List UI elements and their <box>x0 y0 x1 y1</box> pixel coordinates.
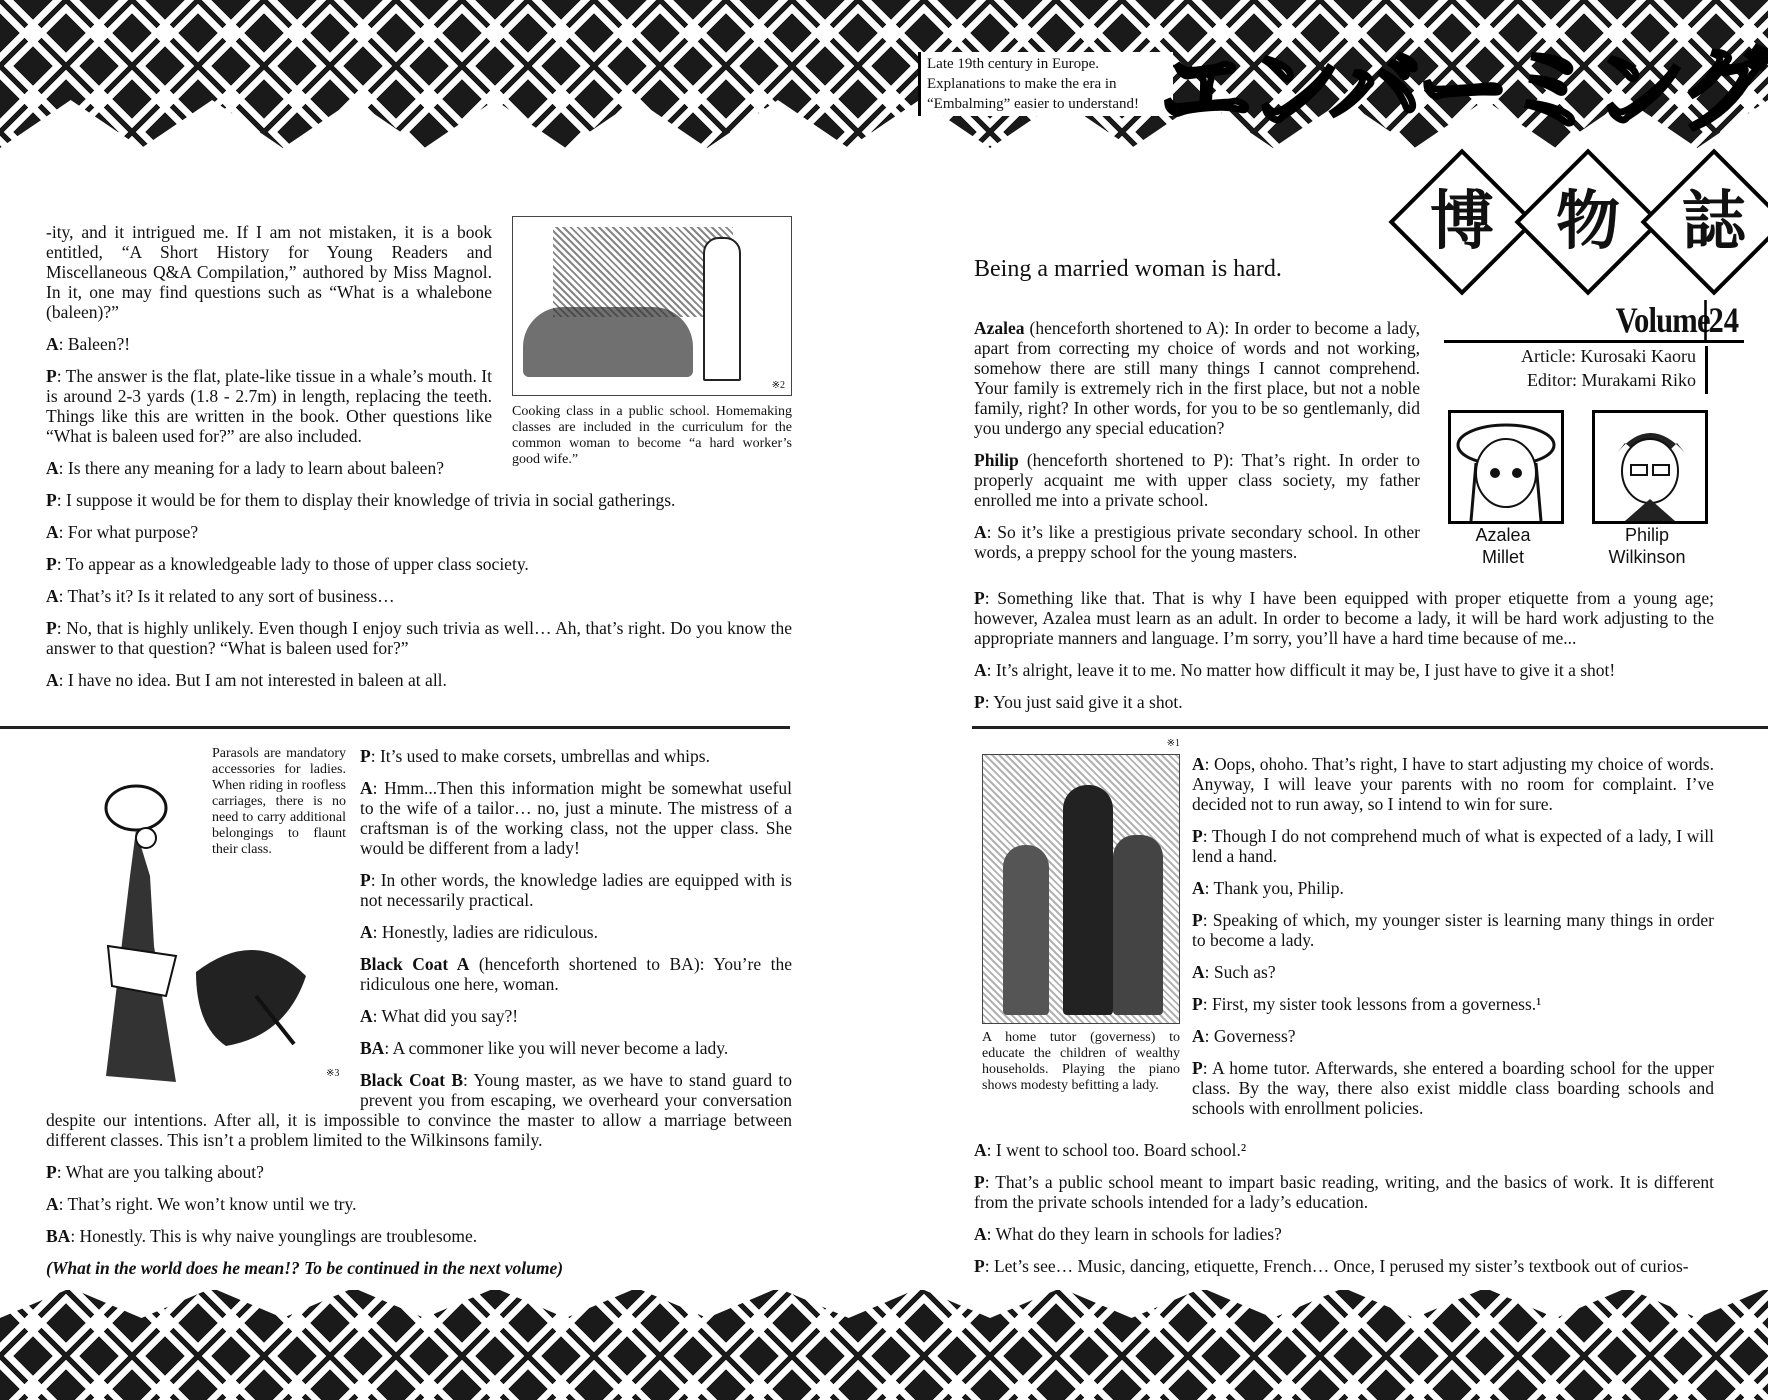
figure-mark: ※2 <box>771 380 785 391</box>
dialogue-line: A: Hmm...Then this information might be somewhat useful to the wife of a tailor… no, just a minute. The mistress of a craftsman is of the working class, not the upper class. She would be different from a lady! <box>360 778 792 858</box>
dialogue-line: P: Speaking of which, my younger sister is learning many things in order to become a lady. <box>1192 910 1714 950</box>
kanji-title <box>1392 152 1768 272</box>
kanji-tile: 博 <box>1388 148 1535 295</box>
dialogue-line: A: Honestly, ladies are ridiculous. <box>360 922 598 942</box>
left-section-divider <box>0 726 790 729</box>
editor-credit: Editor: Murakami Riko <box>1527 370 1696 390</box>
right-lower-narrow-column <box>1192 754 1714 1130</box>
kanji-tile: 誌 <box>1640 148 1768 295</box>
volume-number: 24 <box>1704 300 1741 340</box>
dialogue-line: A: That’s right. We won’t know until we try. <box>46 1194 357 1214</box>
era-note-line: Late 19th century in Europe. <box>927 56 1100 72</box>
dialogue-line: P: Something like that. That is why I have been equipped with proper etiquette from a young age; however, Azalea must learn as an adult. In order to become a lady, it will be hard work adjusting to the appropriate manners and language. I’m sorry, you’ll have a hard time because of me... <box>974 588 1714 648</box>
dialogue-line: BA: Honestly. This is why naive younglings are troublesome. <box>46 1226 478 1246</box>
dialogue-line: P: What are you talking about? <box>46 1162 264 1182</box>
parasol-lady-illustration <box>46 746 346 1098</box>
dialogue-line: A: What did you say?! <box>360 1006 519 1026</box>
left-lower-section <box>46 746 792 1290</box>
dialogue-line: A: Such as? <box>1192 962 1276 982</box>
closing-note: (What in the world does he mean!? To be continued in the next volume) <box>46 1258 564 1278</box>
figure-parasol <box>46 746 346 1098</box>
figure-caption: Cooking class in a public school. Homemaking classes are included in the curriculum for the common woman to become “a hard worker’s good wife.” <box>512 404 792 467</box>
dialogue-line: A: For what purpose? <box>46 522 199 542</box>
credit-rule <box>1705 346 1708 394</box>
dialogue-line: P: To appear as a knowledgeable lady to those of upper class society. <box>46 554 529 574</box>
dialogue-line: P: First, my sister took lessons from a governess.¹ <box>1192 994 1542 1014</box>
left-page <box>46 222 792 702</box>
governess-illustration <box>982 754 1180 1024</box>
right-section-divider <box>972 726 1768 729</box>
right-lower-wide-column <box>974 1140 1714 1288</box>
dialogue-line: A: Thank you, Philip. <box>1192 878 1344 898</box>
era-note <box>918 52 1173 116</box>
figure-cooking-class <box>512 216 792 468</box>
figure-caption: Parasols are mandatory accessories for ladies. When riding in roofless carriages, there is no need to carry additional belongings to flaunt their class. <box>212 746 346 857</box>
dialogue-line: A: I went to school too. Board school.² <box>974 1140 1247 1160</box>
figure-mark: ※1 <box>1166 738 1180 749</box>
dialogue-line: Black Coat A (henceforth shortened to BA): You’re the ridiculous one here, woman. <box>360 954 792 994</box>
dialogue-line: P: I suppose it would be for them to display their knowledge of trivia in social gatherings. <box>46 490 676 510</box>
dialogue-line: P: You just said give it a shot. <box>974 692 1183 712</box>
dialogue-line: P: A home tutor. Afterwards, she entered a boarding school for the upper class. By the way, there also exist middle class boarding schools and schools with enrollment policies. <box>1192 1058 1714 1118</box>
dialogue-line: P: Let’s see… Music, dancing, etiquette, French… Once, I perused my sister’s textbook out of curios- <box>974 1256 1689 1276</box>
era-note-line: Explanations to make the era in <box>927 76 1117 92</box>
volume-label: Volume <box>1615 300 1710 340</box>
dialogue-line: P: No, that is highly unlikely. Even though I enjoy such trivia as well… Ah, that’s right. Do you know the answer to that question? “What is baleen used for?” <box>46 618 792 658</box>
dialogue-line: A: It’s alright, leave it to me. No matter how difficult it may be, I just have to give it a shot! <box>974 660 1616 680</box>
figure-caption: A home tutor (governess) to educate the children of wealthy households. Playing the piano shows modesty befitting a lady. <box>982 1030 1180 1093</box>
right-top-narrow-column <box>974 318 1420 574</box>
dialogue-line: A: That’s it? Is it related to any sort of business… <box>46 586 395 606</box>
dialogue-line: Black Coat B: Young master, as we have to stand guard to prevent you from escaping, we overheard your conversation despite our intentions. After all, it is impossible to convince the master to allow a marriage between different classes. This isn’t a problem limited to the Wilkinsons family. <box>46 1070 792 1150</box>
era-note-line: “Embalming” easier to understand! <box>927 96 1140 112</box>
dialogue-line: A: I have no idea. But I am not interested in baleen at all. <box>46 670 447 690</box>
dialogue-line: Azalea (henceforth shortened to A): In order to become a lady, apart from correcting my choice of words and not working, somehow there are still many things I cannot comprehend. Your family is extremely rich in the first place, but not a noble family, right? In other words, for you to be so gentlemanly, did you undergo any special education? <box>974 318 1420 438</box>
kanji-tile: 物 <box>1514 148 1661 295</box>
series-title-jp: エンバーミング <box>1160 37 1768 144</box>
dialogue-line: A: Baleen?! <box>46 334 131 354</box>
intro-paragraph: -ity, and it intrigued me. If I am not mistaken, it is a book entitled, “A Short History for Young Readers and Miscellaneous Q&A Compilation,” authored by Miss Magnol. In it, one may find questions such as “What is a whalebone (baleen)?” <box>46 222 492 322</box>
dialogue-line: BA: A commoner like you will never become a lady. <box>360 1038 729 1058</box>
section-heading: Being a married woman is hard. <box>974 256 1282 282</box>
figure-mark: ※3 <box>326 1068 340 1079</box>
dialogue-line: A: Governess? <box>1192 1026 1296 1046</box>
article-credit: Article: Kurosaki Kaoru <box>1521 346 1696 366</box>
philip-portrait <box>1592 410 1708 524</box>
cooking-class-illustration <box>512 216 792 396</box>
volume-block <box>1444 300 1744 398</box>
dialogue-line: P: It’s used to make corsets, umbrellas and whips. <box>360 746 710 766</box>
azalea-portrait <box>1448 410 1564 524</box>
dialogue-line: P: In other words, the knowledge ladies are equipped with is not necessarily practical. <box>360 870 792 910</box>
dialogue-line: P: That’s a public school meant to impart basic reading, writing, and the basics of work. It is different from the private schools intended for a lady’s education. <box>974 1172 1714 1212</box>
dialogue-line: P: The answer is the flat, plate-like tissue in a whale’s mouth. It is around 2-3 yards (1.8 - 2.7m) in length, replacing the teeth. Things like this are written in the book. Other questions like “What is baleen used for?” are also included. <box>46 366 492 446</box>
dialogue-line: Philip (henceforth shortened to P): That’s right. In order to properly acquaint me with upper class society, my father enrolled me into a private school. <box>974 450 1420 510</box>
dialogue-line: A: Is there any meaning for a lady to learn about baleen? <box>46 458 444 478</box>
right-top-wide-column <box>974 588 1714 724</box>
figure-governess <box>982 738 1180 1094</box>
azalea-name: Azalea Millet <box>1475 525 1531 567</box>
dialogue-line: A: What do they learn in schools for ladies? <box>974 1224 1282 1244</box>
philip-name: Philip Wilkinson <box>1608 525 1686 567</box>
dialogue-line: P: Though I do not comprehend much of what is expected of a lady, I will lend a hand. <box>1192 826 1714 866</box>
dialogue-line: A: Oops, ohoho. That’s right, I have to start adjusting my choice of words. Anyway, I will leave your parents with no room for complaint. I’ve decided not to run away, so I intend to win for sure. <box>1192 754 1714 814</box>
dialogue-line: A: So it’s like a prestigious private secondary school. In other words, a preppy school for the young masters. <box>974 522 1420 562</box>
volume-rule <box>1444 340 1744 343</box>
